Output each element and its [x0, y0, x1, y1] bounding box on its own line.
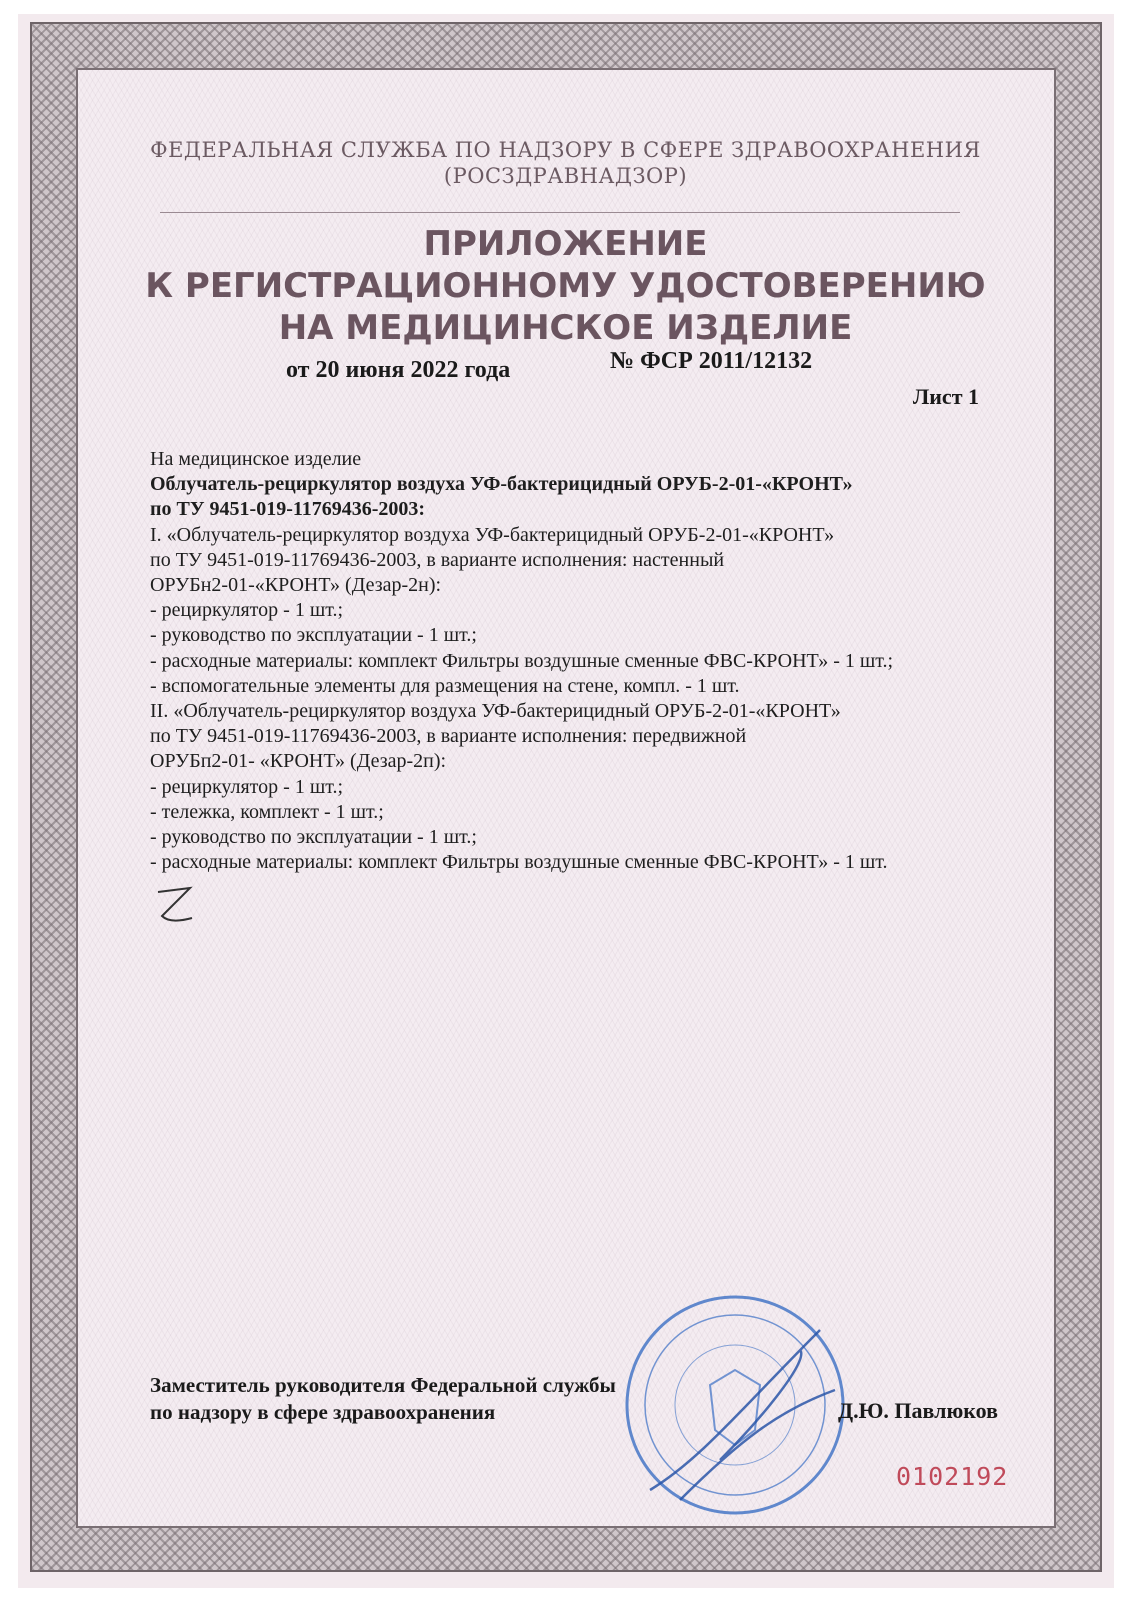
position-line-1: Заместитель руководителя Федеральной службы — [150, 1373, 616, 1397]
end-mark-z — [150, 880, 200, 930]
registration-number: № ФСР 2011/12132 — [610, 348, 813, 374]
body-line: - руководство по эксплуатации - 1 шт.; — [150, 826, 477, 849]
body-intro: На медицинское изделие — [150, 448, 362, 470]
issue-date: от 20 июня 2022 года — [286, 357, 511, 383]
body-line: - расходные материалы: комплект Фильтры воздушные сменные ФВС-КРОНТ» - 1 шт. — [150, 851, 888, 874]
body-line: - расходные материалы: комплект Фильтры воздушные сменные ФВС-КРОНТ» - 1 шт.; — [150, 649, 894, 672]
serial-number: 0102192 — [896, 1462, 1009, 1491]
position-line-2: по надзору в сфере здравоохранения — [150, 1400, 496, 1424]
title-line-1: ПРИЛОЖЕНИЕ — [423, 224, 708, 264]
agency-name: ФЕДЕРАЛЬНАЯ СЛУЖБА ПО НАДЗОРУ В СФЕРЕ ЗДРАВООХРАНЕНИЯ — [150, 138, 981, 162]
body-line: ОРУБп2-01- «КРОНТ» (Дезар-2п): — [150, 750, 447, 773]
agency-short-name: (РОСЗДРАВНАДЗОР) — [443, 164, 688, 188]
signatory-position — [150, 1372, 616, 1426]
body-line: ОРУБн2-01-«КРОНТ» (Дезар-2н): — [150, 574, 442, 597]
product-name-line-1: Облучатель-рециркулятор воздуха УФ-бактерицидный ОРУБ-2-01-«КРОНТ» — [150, 473, 853, 496]
body-line: I. «Облучатель-рециркулятор воздуха УФ-бактерицидный ОРУБ-2-01-«КРОНТ» — [150, 523, 835, 546]
document-body — [150, 447, 1010, 875]
body-line: по ТУ 9451-019-11769436-2003, в варианте исполнения: настенный — [150, 548, 725, 571]
signer-name: Д.Ю. Павлюков — [838, 1398, 998, 1423]
body-line: - тележка, комплект - 1 шт.; — [150, 800, 384, 823]
body-line: - рециркулятор - 1 шт.; — [150, 775, 344, 798]
product-name-line-2: по ТУ 9451-019-11769436-2003: — [150, 498, 426, 521]
official-seal — [620, 1290, 850, 1520]
body-line: - рециркулятор - 1 шт.; — [150, 599, 344, 622]
title-line-3: НА МЕДИЦИНСКОЕ ИЗДЕЛИЕ — [278, 308, 853, 348]
header-divider — [160, 212, 960, 213]
body-line: - руководство по эксплуатации - 1 шт.; — [150, 624, 477, 647]
sheet-number: Лист 1 — [912, 384, 979, 409]
body-line: по ТУ 9451-019-11769436-2003, в варианте исполнения: передвижной — [150, 725, 747, 748]
body-line: II. «Облучатель-рециркулятор воздуха УФ-бактерицидный ОРУБ-2-01-«КРОНТ» — [150, 700, 841, 723]
title-line-2: К РЕГИСТРАЦИОННОМУ УДОСТОВЕРЕНИЮ — [145, 266, 986, 306]
body-line: - вспомогательные элементы для размещения на стене, компл. - 1 шт. — [150, 674, 740, 697]
